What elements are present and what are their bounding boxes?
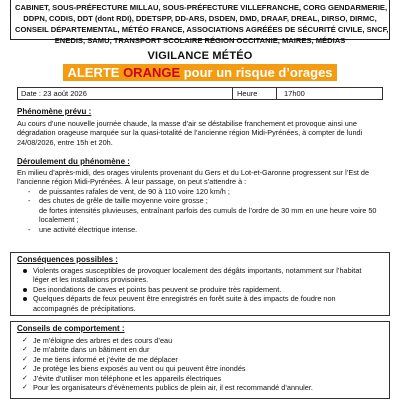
bullet-dot <box>23 269 27 273</box>
list-item <box>19 374 387 383</box>
list-item <box>19 345 387 354</box>
table-divider <box>276 88 277 99</box>
item-text: Pour les organisateurs d’évènements publics de plein air, il est recommandé d’annuler. <box>33 382 313 392</box>
bullet-dot <box>23 288 27 292</box>
recipients-box <box>10 0 390 45</box>
section-title-conseils: Conseils de comportement : <box>17 324 125 333</box>
list-item <box>19 294 387 313</box>
recipients-line: DDPN, CODIS, DDT (dont RDI), DDETSPP, DD-ARS, DSDEN, DMD, DRAAF, DREAL, DIRSO, DIRMC, <box>23 14 377 23</box>
paragraph-line: dégradation orageuse marquée sur la quasi-totalité de l’ancienne région Midi-Pyrénées, à compter de lundi <box>17 128 363 138</box>
list-item <box>19 266 387 285</box>
item-line: Quelques départs de feux peuvent être enregistrés en forêt suite à des impacts de foudre non <box>33 294 336 304</box>
list-item <box>19 383 387 392</box>
paragraph-line: Au cours d’une nouvelle journée chaude, la masse d’air se déstabilise franchement et provoque ainsi une <box>17 119 357 128</box>
check-icon: ✓ <box>22 374 28 382</box>
item-line: Des inondations de caves et points bas peuvent se produire très rapidement. <box>33 284 282 294</box>
item-line: accompagnés de précipitations. <box>33 303 136 313</box>
consequences-list <box>19 266 387 313</box>
section-title-phenomene-prevu: Phénomène prévu : <box>17 107 92 116</box>
item-text: Je me tiens informé et j’évite de me déplacer <box>33 354 178 364</box>
item-text: Je m’éloigne des arbres et des cours d’eau <box>33 336 173 345</box>
list-item <box>17 225 387 234</box>
time-value: 17h00 <box>284 89 305 98</box>
recipients-line: CABINET, SOUS-PRÉFECTURE MILLAU, SOUS-PRÉFECTURE VILLEFRANCHE, CORG GENDARMERIE, <box>15 3 388 12</box>
deroulement-intro <box>17 168 385 187</box>
date-cell: Date : 23 août 2026 <box>21 89 87 98</box>
item-text: Je protège les biens exposés au vent ou qui peuvent être inondés <box>33 364 246 374</box>
list-item <box>17 206 387 215</box>
section-title-consequences: Conséquences possibles : <box>17 255 118 264</box>
alert-level: ORANGE <box>123 65 181 80</box>
item-text: J’évite d’utiliser mon téléphone et les appareils électriques <box>33 373 222 383</box>
bullet-text: de puissantes rafales de vent, de 90 à 110 voire 120 km/h ; <box>39 187 230 196</box>
alert-prefix: ALERTE <box>67 65 124 80</box>
bullet-dash: - <box>28 196 31 206</box>
table-divider <box>232 88 233 99</box>
list-item <box>19 336 387 345</box>
date-time-table <box>17 87 383 100</box>
conseils-list <box>19 336 387 392</box>
alert-suffix: pour un risque d’orages <box>180 65 333 80</box>
time-label: Heure <box>237 89 258 98</box>
bullet-text: une activité électrique intense. <box>39 224 138 234</box>
item-line: Violents orages susceptibles de provoquer localement des dégâts importants, notamment sur l’habitat <box>33 266 362 275</box>
bullet-text: localement ; <box>39 215 79 225</box>
list-item <box>19 355 387 364</box>
paragraph-line: En milieu d’après-midi, des orages virulents provenant du Gers et du Lot-et-Garonne progressent sur l’Est de <box>17 168 370 177</box>
check-icon: ✓ <box>22 383 28 391</box>
list-item <box>19 285 387 294</box>
bullet-text: des chutes de grêle de taille moyenne voire grosse ; <box>39 196 208 206</box>
section-title-deroulement: Déroulement du phénomène : <box>17 157 130 166</box>
check-icon: ✓ <box>22 346 28 354</box>
item-text: Je m’abrite dans un bâtiment en dur <box>33 345 150 355</box>
deroulement-bullet-list <box>17 187 387 234</box>
paragraph-line: l’ancienne région Midi-Pyrénées. À leur passage, on peut s’attendre à : <box>17 177 247 187</box>
alert-banner <box>63 64 336 81</box>
list-item <box>17 196 387 205</box>
paragraph-line: 24/08/2026, entre 15h et 20h. <box>17 137 113 147</box>
recipients-line: ENEDIS, SAMU, TRANSPORT SCOLAIRE RÉGION OCCITANIE, MAIRES, MÉDIAS <box>54 36 346 45</box>
alert-banner-wrap <box>0 64 400 82</box>
bullet-text: de fortes intensités pluvieuses, entraînant parfois des cumuls de l’ordre de 30 mm en une heure voire 50 <box>39 205 377 215</box>
phenomene-prevu-text <box>17 119 385 147</box>
item-line: léger et les installations provisoires. <box>33 275 149 285</box>
list-item <box>19 364 387 373</box>
check-icon: ✓ <box>22 365 28 373</box>
document-headline: VIGILANCE MÉTÉO <box>147 50 253 62</box>
check-icon: ✓ <box>22 355 28 363</box>
list-item <box>17 187 387 196</box>
bullet-dot <box>23 297 27 301</box>
bullet-dash: - <box>28 224 31 234</box>
recipients-line: CONSEIL DÉPARTEMENTAL, MÉTÉO FRANCE, ASSOCIATIONS AGRÉÉES DE SÉCURITÉ CIVILE, SNCF, <box>15 25 389 34</box>
bullet-dash: - <box>28 187 31 196</box>
list-item <box>17 215 387 224</box>
check-icon: ✓ <box>22 337 28 344</box>
